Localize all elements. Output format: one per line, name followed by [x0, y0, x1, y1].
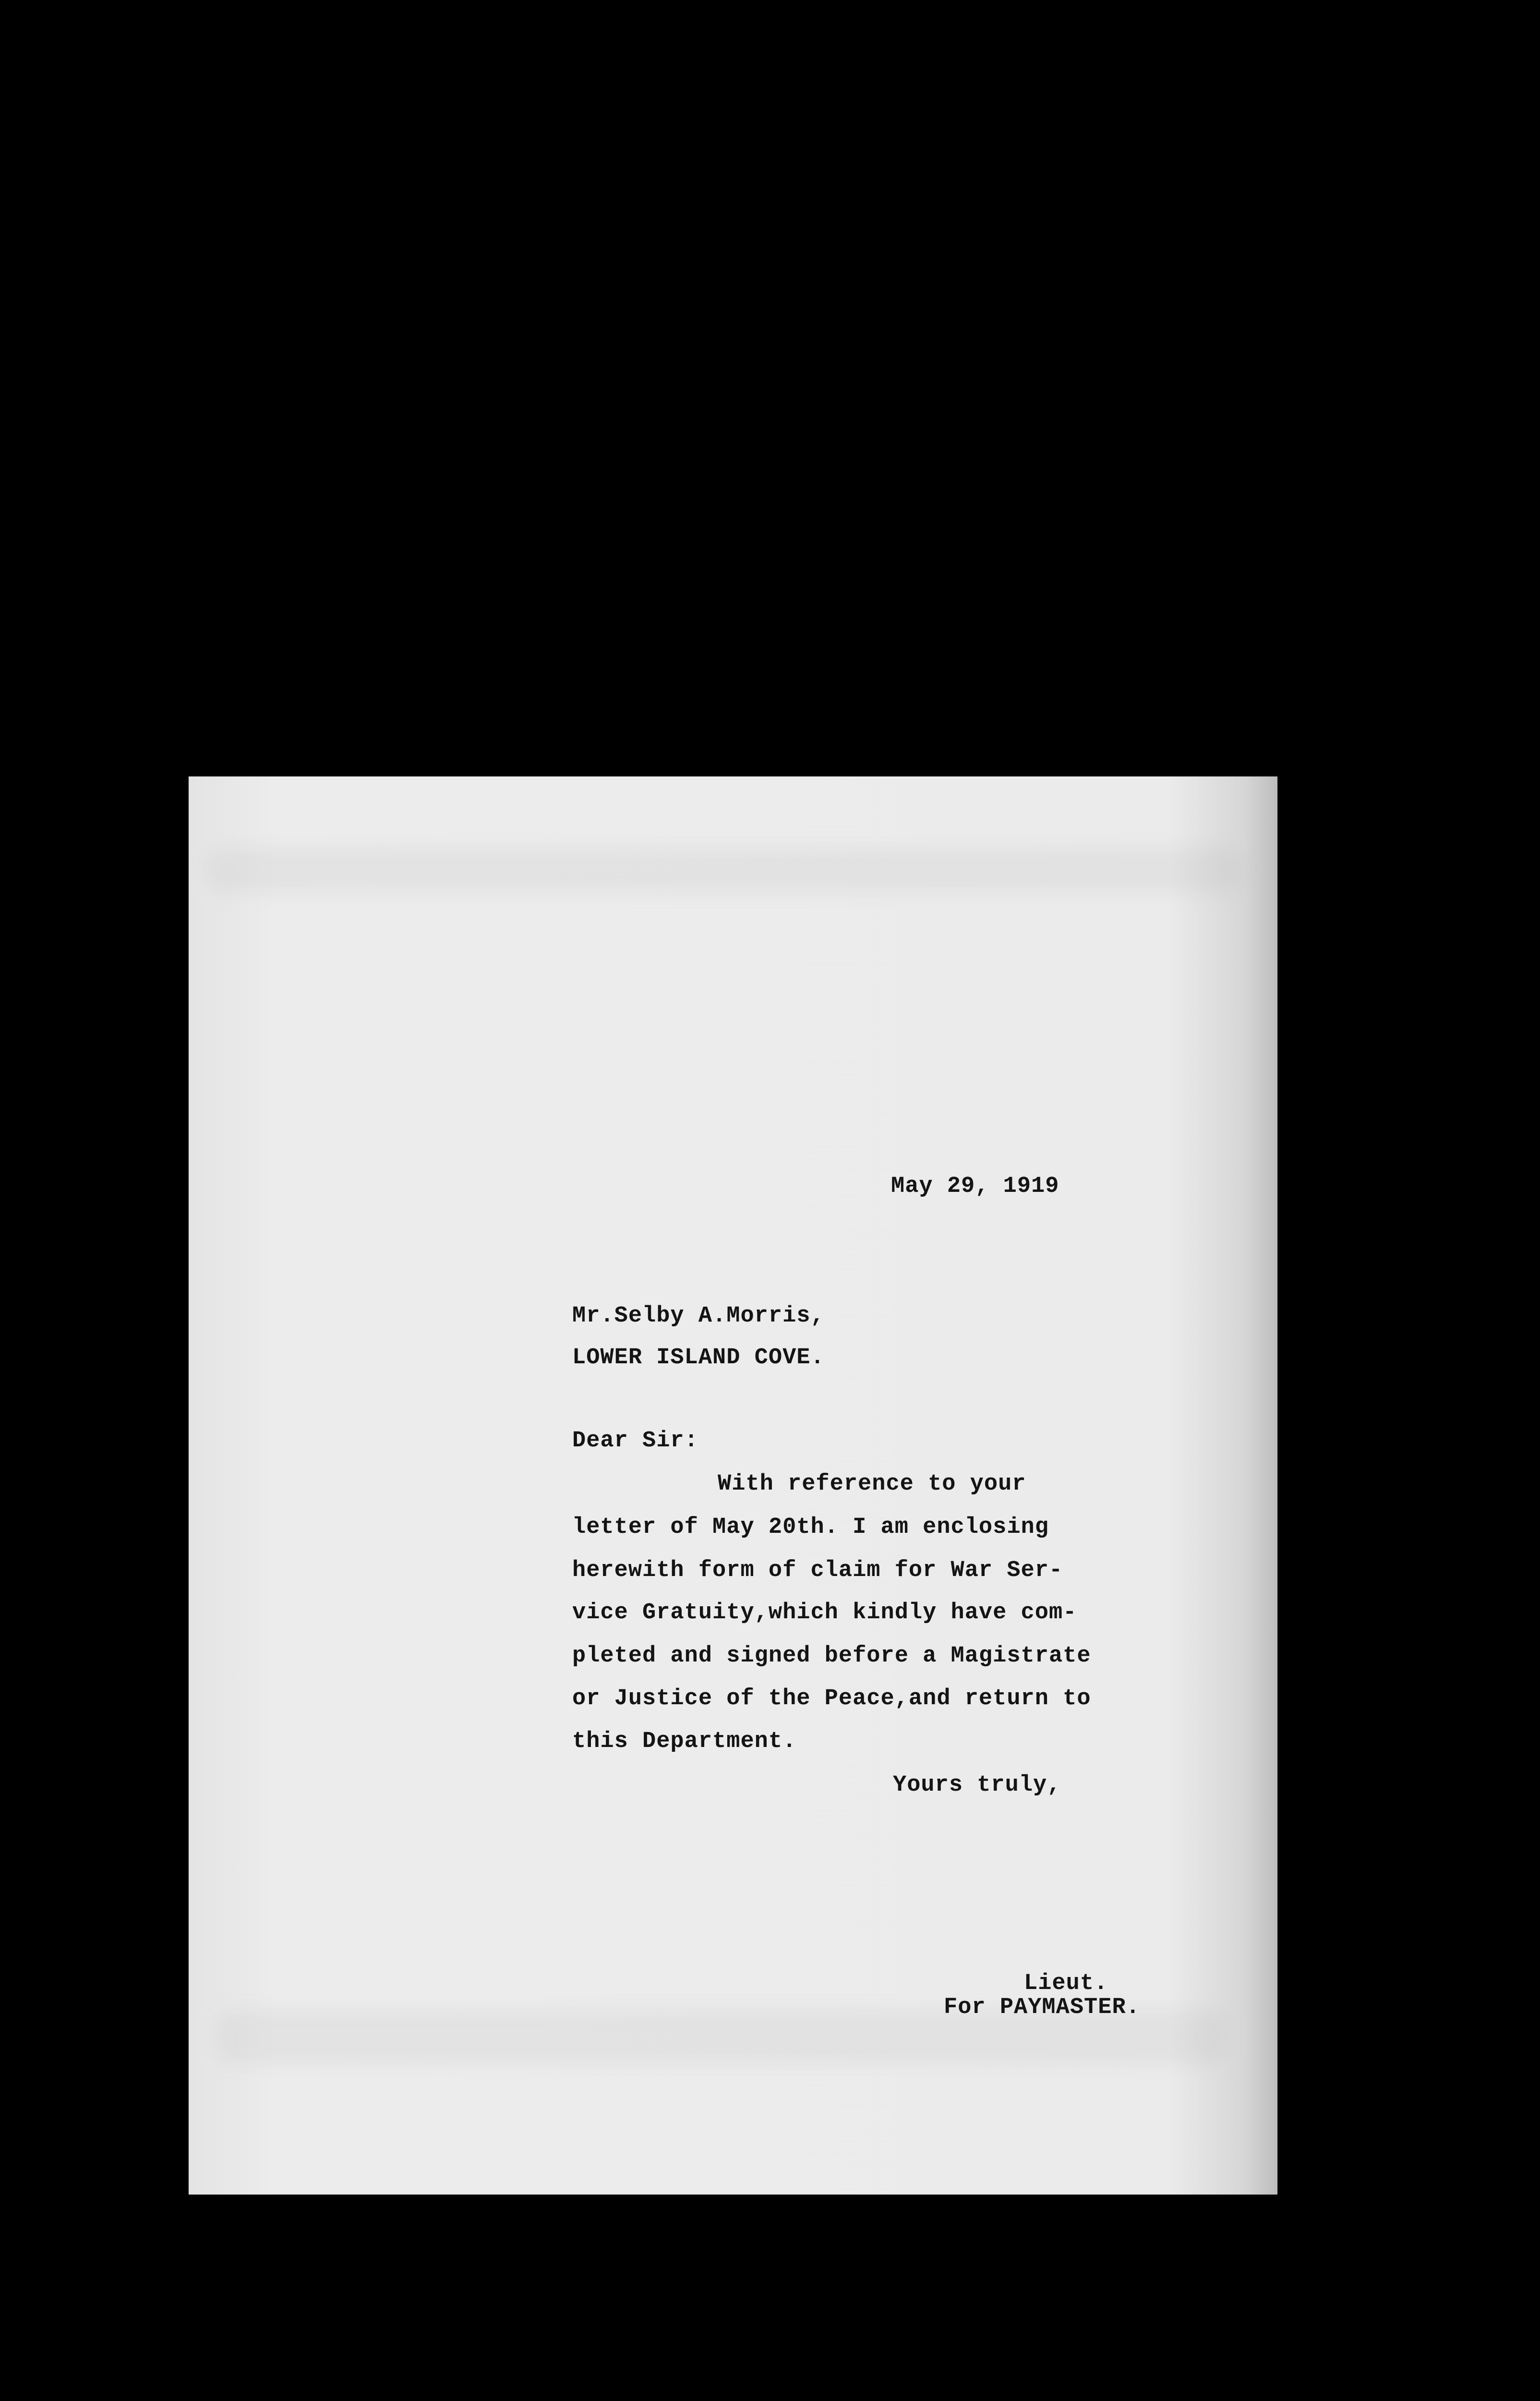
signer-title: For PAYMASTER. — [944, 1995, 1140, 2020]
letter-page — [189, 776, 1277, 2195]
body-line: or Justice of the Peace,and return to — [572, 1686, 1091, 1711]
closing: Yours truly, — [893, 1772, 1061, 1798]
body-line: vice Gratuity,which kindly have com- — [572, 1600, 1077, 1625]
signer-rank: Lieut. — [1024, 1971, 1108, 1996]
bleed-through-shadow — [208, 849, 1240, 892]
recipient-place: LOWER ISLAND COVE. — [572, 1345, 825, 1370]
body-line: this Department. — [572, 1729, 797, 1754]
body-line: letter of May 20th. I am enclosing — [572, 1515, 1049, 1540]
body-line: With reference to your — [718, 1471, 1026, 1497]
body-line: pleted and signed before a Magistrate — [572, 1643, 1091, 1669]
salutation: Dear Sir: — [572, 1428, 698, 1454]
body-line: herewith form of claim for War Ser- — [572, 1558, 1063, 1583]
letter-date: May 29, 1919 — [891, 1174, 1059, 1199]
recipient-name: Mr.Selby A.Morris, — [572, 1303, 825, 1329]
